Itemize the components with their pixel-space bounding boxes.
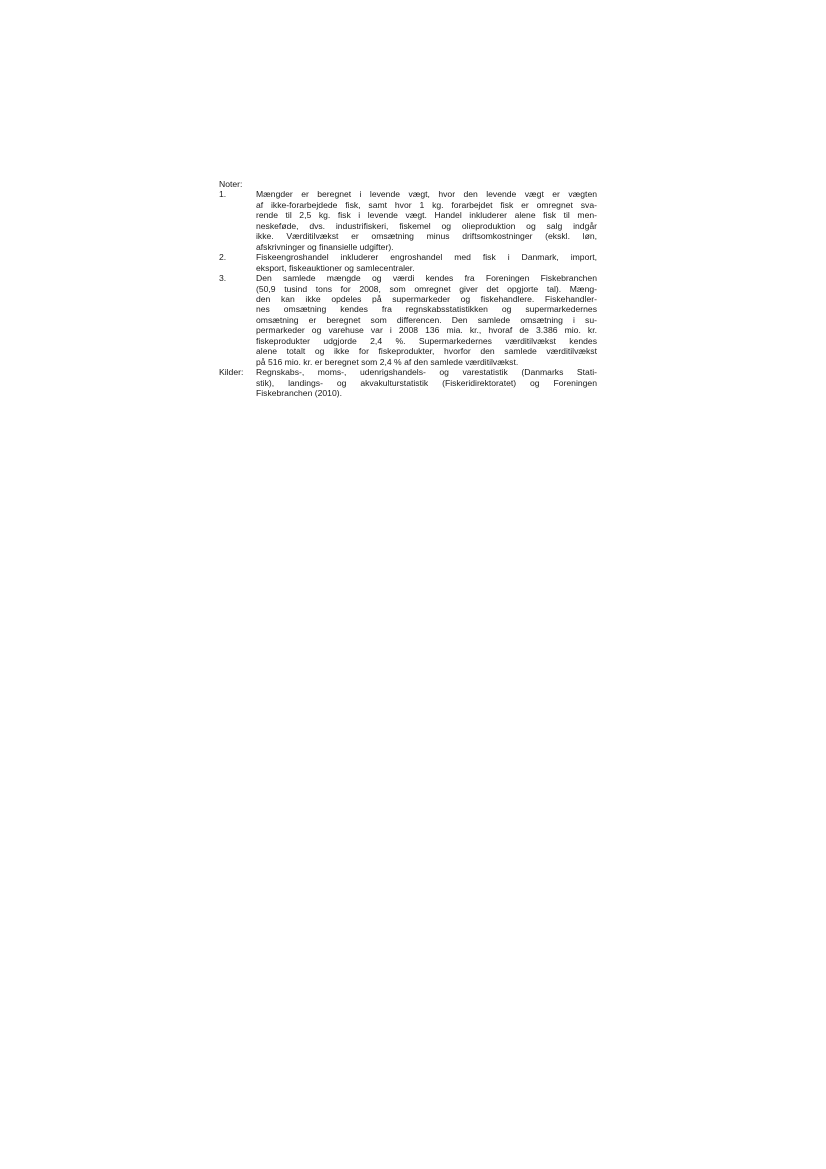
source-line: stik), landings- og akvakulturstatistik (Fiskeridirektoratet) og Foreningen — [256, 377, 597, 388]
note-line: omsætning er beregnet som differencen. Den samlede omsætning i su- — [256, 314, 597, 325]
note-line: Fiskeengroshandel inkluderer engroshandel med fisk i Danmark, import, — [256, 252, 597, 263]
sources-text — [256, 367, 597, 398]
note-line: afskrivninger og finansielle udgifter). — [256, 241, 394, 252]
note-text — [256, 273, 597, 367]
note-line: eksport, fiskeauktioner og samlecentraler. — [256, 262, 415, 273]
sources-label: Kilder: — [219, 367, 244, 378]
note-line: (50,9 tusind tons for 2008, som omregnet giver det opgjorte tal). Mæng- — [256, 283, 597, 294]
note-number: 2. — [219, 252, 227, 263]
source-line: Fiskebranchen (2010). — [256, 388, 342, 399]
notes-heading: Noter: — [219, 179, 243, 189]
note-line: neskeføde, dvs. industrifiskeri, fiskemel og olieproduktion og salg indgår — [256, 220, 597, 231]
note-line: på 516 mio. kr. er beregnet som 2,4 % af den samlede værditilvækst. — [256, 356, 519, 367]
note-line: permarkeder og varehuse var i 2008 136 mia. kr., hvoraf de 3.386 mio. kr. — [256, 325, 597, 336]
note-line: ikke. Værditilvækst er omsætning minus driftsomkostninger (ekskl. løn, — [256, 231, 597, 242]
note-number: 1. — [219, 189, 227, 200]
note-text — [256, 252, 597, 273]
note-line: af ikke-forarbejdede fisk, samt hvor 1 kg. forarbejdet fisk er omregnet sva- — [256, 199, 597, 210]
note-line: Mængder er beregnet i levende vægt, hvor den levende vægt er vægten — [256, 189, 597, 200]
note-line: Den samlede mængde og værdi kendes fra Foreningen Fiskebranchen — [256, 273, 597, 284]
note-item-2 — [219, 252, 597, 273]
sources-row — [219, 367, 597, 398]
note-line: nes omsætning kendes fra regnskabsstatistikken og supermarkedernes — [256, 304, 597, 315]
note-line: alene totalt og ikke for fiskeprodukter, hvorfor den samlede værditilvækst — [256, 346, 597, 357]
source-line: Regnskabs-, moms-, udenrigshandels- og varestatistik (Danmarks Stati- — [256, 367, 597, 378]
note-line: den kan ikke opdeles på supermarkeder og fiskehandlere. Fiskehandler- — [256, 293, 597, 304]
note-item-3 — [219, 273, 597, 367]
note-text — [256, 189, 597, 252]
notes-section — [219, 179, 597, 399]
note-item-1 — [219, 189, 597, 252]
note-line: rende til 2,5 kg. fisk i levende vægt. Handel inkluderer alene fisk til men- — [256, 210, 597, 221]
note-line: fiskeprodukter udgjorde 2,4 %. Supermarkedernes værditilvækst kendes — [256, 335, 597, 346]
note-number: 3. — [219, 273, 227, 284]
